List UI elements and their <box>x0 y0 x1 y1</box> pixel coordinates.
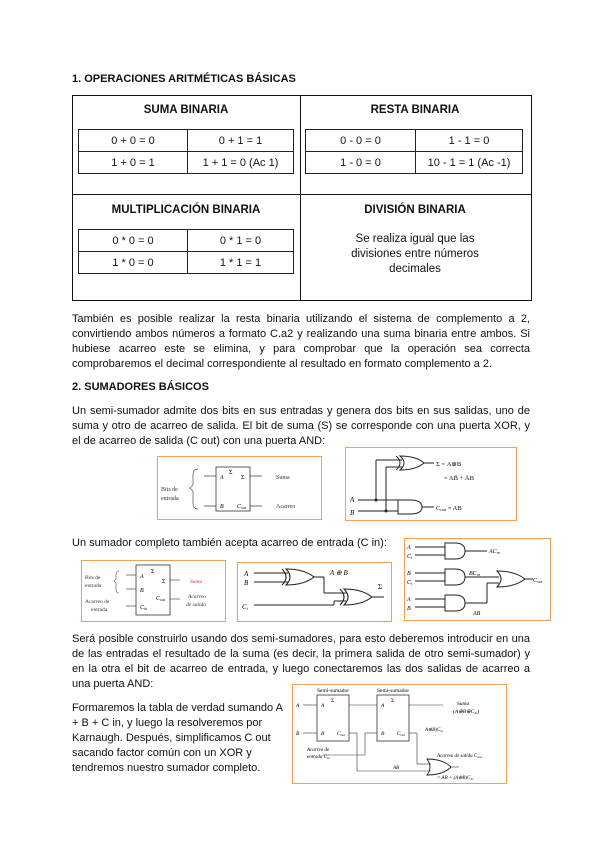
input-ci-2 <box>407 580 412 586</box>
sigma-out-label: Σ <box>162 579 166 585</box>
xor-gate-1 <box>286 569 314 585</box>
sigma-label: Σ <box>229 470 233 476</box>
xor-gate-2 <box>344 589 372 605</box>
ha2-cout <box>397 731 406 737</box>
input-b: B <box>407 571 411 577</box>
entrada-label: entrada <box>85 583 102 589</box>
and-gate <box>398 500 422 514</box>
sumador-completo-block-figure <box>81 560 226 622</box>
sumador-completo-xor-diagram <box>238 563 391 621</box>
acin-label <box>488 549 500 555</box>
cout-main: C <box>436 505 441 512</box>
semi-sumador-gates-diagram <box>346 448 516 520</box>
input-a: A <box>220 475 224 481</box>
division-text-line: Se realiza igual que las <box>355 233 475 245</box>
salida-label: de salida <box>186 602 207 608</box>
bits-label: Bits de <box>85 575 101 581</box>
ci-sub: i <box>411 581 413 586</box>
cin-sub: in <box>144 606 148 611</box>
acin-sub: in <box>496 550 500 555</box>
cout-equation <box>436 505 462 512</box>
semi-sumador-paragraph: Un semi-sumador admite dos bits en sus entradas y genera dos bits en sus salidas, uno de suma y otro de acarreo de salida. El bit de suma (S) se corresponde con una puerta XOR, y el de acarreo de salida (C out) con una puerta AND: <box>72 405 530 447</box>
entrada2-label: entrada <box>91 607 108 613</box>
table-cell: 10 - 1 = 1 (Ac -1) <box>416 152 523 174</box>
input-ci <box>242 603 249 611</box>
and-gate-2 <box>445 569 465 585</box>
cout-main: C <box>237 504 242 510</box>
final-equation <box>437 775 473 781</box>
ci-main: C <box>242 603 247 611</box>
ha2-b: B <box>381 731 385 737</box>
bcin-sub: in <box>476 572 480 577</box>
division-binaria-text <box>300 232 530 277</box>
xor-gate <box>400 456 424 470</box>
eqfinal-sub: in <box>470 777 474 781</box>
table-cell: 1 + 1 = 0 (Ac 1) <box>188 152 294 174</box>
table-cell: 1 * 0 = 0 <box>79 252 188 274</box>
division-binaria-title: DIVISIÓN BINARIA <box>364 204 466 216</box>
entrada-sub: in <box>327 756 330 760</box>
acsal-main: Acarreo de salida C <box>437 754 478 759</box>
input-b-2: B <box>407 606 411 612</box>
sigma-label: Σ <box>378 583 383 591</box>
suma-eq-main: (A⊕B⊕C <box>453 709 475 715</box>
ci-sub: i <box>246 606 248 611</box>
acarreo-label: Acarreo de <box>85 599 110 605</box>
multiplicacion-binaria-title: MULTIPLICACIÓN BINARIA <box>111 204 261 216</box>
suma-eq-sub: in <box>474 711 478 715</box>
sum-equation: Σ = A⊕B <box>436 461 462 468</box>
xor-label: A ⊕ B <box>330 569 348 577</box>
input-b: B <box>220 504 224 510</box>
ab-label: AB <box>473 611 481 617</box>
cout-sub: out <box>440 507 447 512</box>
table-cell: 1 - 0 = 0 <box>306 152 416 174</box>
resta-binaria-table <box>305 129 523 174</box>
multiplicacion-binaria-table <box>78 229 294 274</box>
cout-main: C <box>337 731 341 737</box>
acarreo-label: Acarreo <box>276 504 296 510</box>
resta-binaria-title: RESTA BINARIA <box>370 104 460 116</box>
ci-main: C <box>407 580 412 586</box>
section-2-title: 2. SUMADORES BÁSICOS <box>72 381 209 393</box>
ha1-cout <box>337 731 346 737</box>
ab-label: AB <box>393 766 400 771</box>
semi-sumador-block-figure <box>157 456 322 520</box>
acarreo-salida-label <box>436 754 483 759</box>
abcin-main: A⊕B)C <box>425 728 441 733</box>
semi2-label: Semi-sumador <box>377 688 410 694</box>
eqfinal-main: = AB + (A⊕B)C <box>437 776 471 781</box>
suma-label: Suma <box>190 579 203 585</box>
input-a: A <box>140 574 144 580</box>
input-b: B <box>350 509 355 517</box>
and-gate-1 <box>445 543 465 559</box>
input-ci <box>407 554 412 560</box>
input-b: B <box>244 579 249 587</box>
ha1-b: B <box>321 731 325 737</box>
bits-label: Bits de <box>161 487 178 493</box>
or-gate <box>427 759 451 775</box>
bcin-label <box>469 571 480 577</box>
ha1-sigma: Σ <box>331 698 335 704</box>
cout-main: C <box>397 731 401 737</box>
abcin-label <box>424 727 443 733</box>
tabla-verdad-paragraph: Formaremos la tabla de verdad sumando A + B + C in, y luego la resolveremos por Karnaugh. Después, simplificamos C out sacando factor común con un XOR y tendremos nuestro sumador completo. <box>72 702 283 774</box>
input-a: A <box>244 570 249 578</box>
division-text-line: decimales <box>389 263 441 275</box>
cout-main: C <box>533 578 538 584</box>
semi-sumador-gates-figure <box>345 447 517 521</box>
suma-binaria-title: SUMA BINARIA <box>143 104 229 116</box>
cout-sub: out <box>400 733 406 737</box>
or-gate <box>497 571 525 587</box>
cout-sub: out <box>537 579 543 584</box>
division-text-line: divisiones entre números <box>351 248 479 260</box>
cout-label <box>237 504 247 510</box>
input-a-2: A <box>407 597 411 603</box>
carry-circuit-figure <box>404 538 551 621</box>
ha2-sigma: Σ <box>391 698 395 704</box>
sumador-completo-xor-figure <box>237 562 392 622</box>
suma-equation <box>453 708 479 715</box>
ha1-a: A <box>321 703 325 709</box>
bcin-main: BC <box>469 571 477 577</box>
sumador-completo-paragraph: Un sumador completo también acepta acarreo de entrada (C in): <box>72 537 387 549</box>
cout-sub: out <box>340 733 346 737</box>
table-cell: 0 + 0 = 0 <box>79 130 188 152</box>
suma-eq-end: ) <box>477 709 480 715</box>
acarreo-out-label: Acarreo <box>188 594 206 600</box>
input-a: A <box>407 545 411 551</box>
table-cell: 0 - 0 = 0 <box>306 130 416 152</box>
complemento-paragraph: También es posible realizar la resta binaria utilizando el sistema de complemento a 2, convirtiendo ambos números a formato C.a2 y realizando una suma binaria entre ambos. Si hubiese acarreo este se elimina, y para comprobar que la operación sea correcta comprobaremos el decimal correspondiente al resultado en formato complemento a 2. <box>72 313 530 370</box>
table-cell: 0 * 0 = 0 <box>79 230 188 252</box>
suma-binaria-table <box>78 129 294 174</box>
semi-sumador-block-diagram <box>158 457 321 519</box>
suma-label: Suma <box>276 475 290 481</box>
cout-eq-rest: = AB <box>446 505 462 512</box>
ci-sub: i <box>411 555 413 560</box>
cout-sub: out <box>241 505 247 510</box>
cout-label <box>533 578 543 584</box>
entrada-label: entrada <box>161 496 179 502</box>
table-cell: 1 + 0 = 1 <box>79 152 188 174</box>
acarreo-entrada-label: Acarreo de <box>307 748 330 753</box>
acin-main: AC <box>489 549 497 555</box>
ci-main: C <box>407 554 412 560</box>
sigma-out-label: Σ <box>241 475 245 481</box>
entrada-cin-label <box>307 755 330 760</box>
grid-horizontal-divider <box>72 194 531 195</box>
two-half-adders-figure <box>292 684 507 784</box>
abcin-sub: in <box>440 729 444 733</box>
construccion-paragraph: Será posible construirlo usando dos semi-sumadores, para esto deberemos introducir en una de las entradas el resultado de la suma (es decir, la primera salida de otro semi-sumador) y en la otra el bit de acarreo de entrada, y luego conectaremos las dos salidas de acarreo a una puerta AND: <box>72 633 530 690</box>
suma-label: Suma <box>457 701 470 707</box>
input-b: B <box>140 588 144 594</box>
and-gate-3 <box>445 595 465 611</box>
sigma-label: Σ <box>151 569 155 575</box>
sum-equation-expanded: = AB̄ + ĀB <box>444 475 474 482</box>
table-cell: 1 - 1 = 0 <box>416 130 523 152</box>
cin-main: C <box>140 605 145 611</box>
ha2-a: A <box>381 703 385 709</box>
input-a: A <box>296 703 300 709</box>
table-cell: 0 + 1 = 1 <box>188 130 294 152</box>
cin-label <box>140 605 147 611</box>
input-a: A <box>350 496 355 504</box>
two-half-adders-diagram <box>293 685 506 783</box>
carry-circuit-diagram <box>405 539 550 620</box>
cout-main: C <box>156 596 161 602</box>
table-cell: 1 * 1 = 1 <box>188 252 294 274</box>
semi1-label: Semi-sumador <box>317 688 350 694</box>
cout-label <box>156 596 166 602</box>
input-b: B <box>296 731 300 737</box>
section-1-title: 1. OPERACIONES ARITMÉTICAS BÁSICAS <box>72 73 296 85</box>
entrada-main: entrada C <box>307 755 328 760</box>
acsal-sub: out <box>477 755 482 759</box>
table-cell: 0 * 1 = 0 <box>188 230 294 252</box>
sumador-completo-block-diagram <box>82 561 225 621</box>
cout-sub: out <box>160 597 166 602</box>
